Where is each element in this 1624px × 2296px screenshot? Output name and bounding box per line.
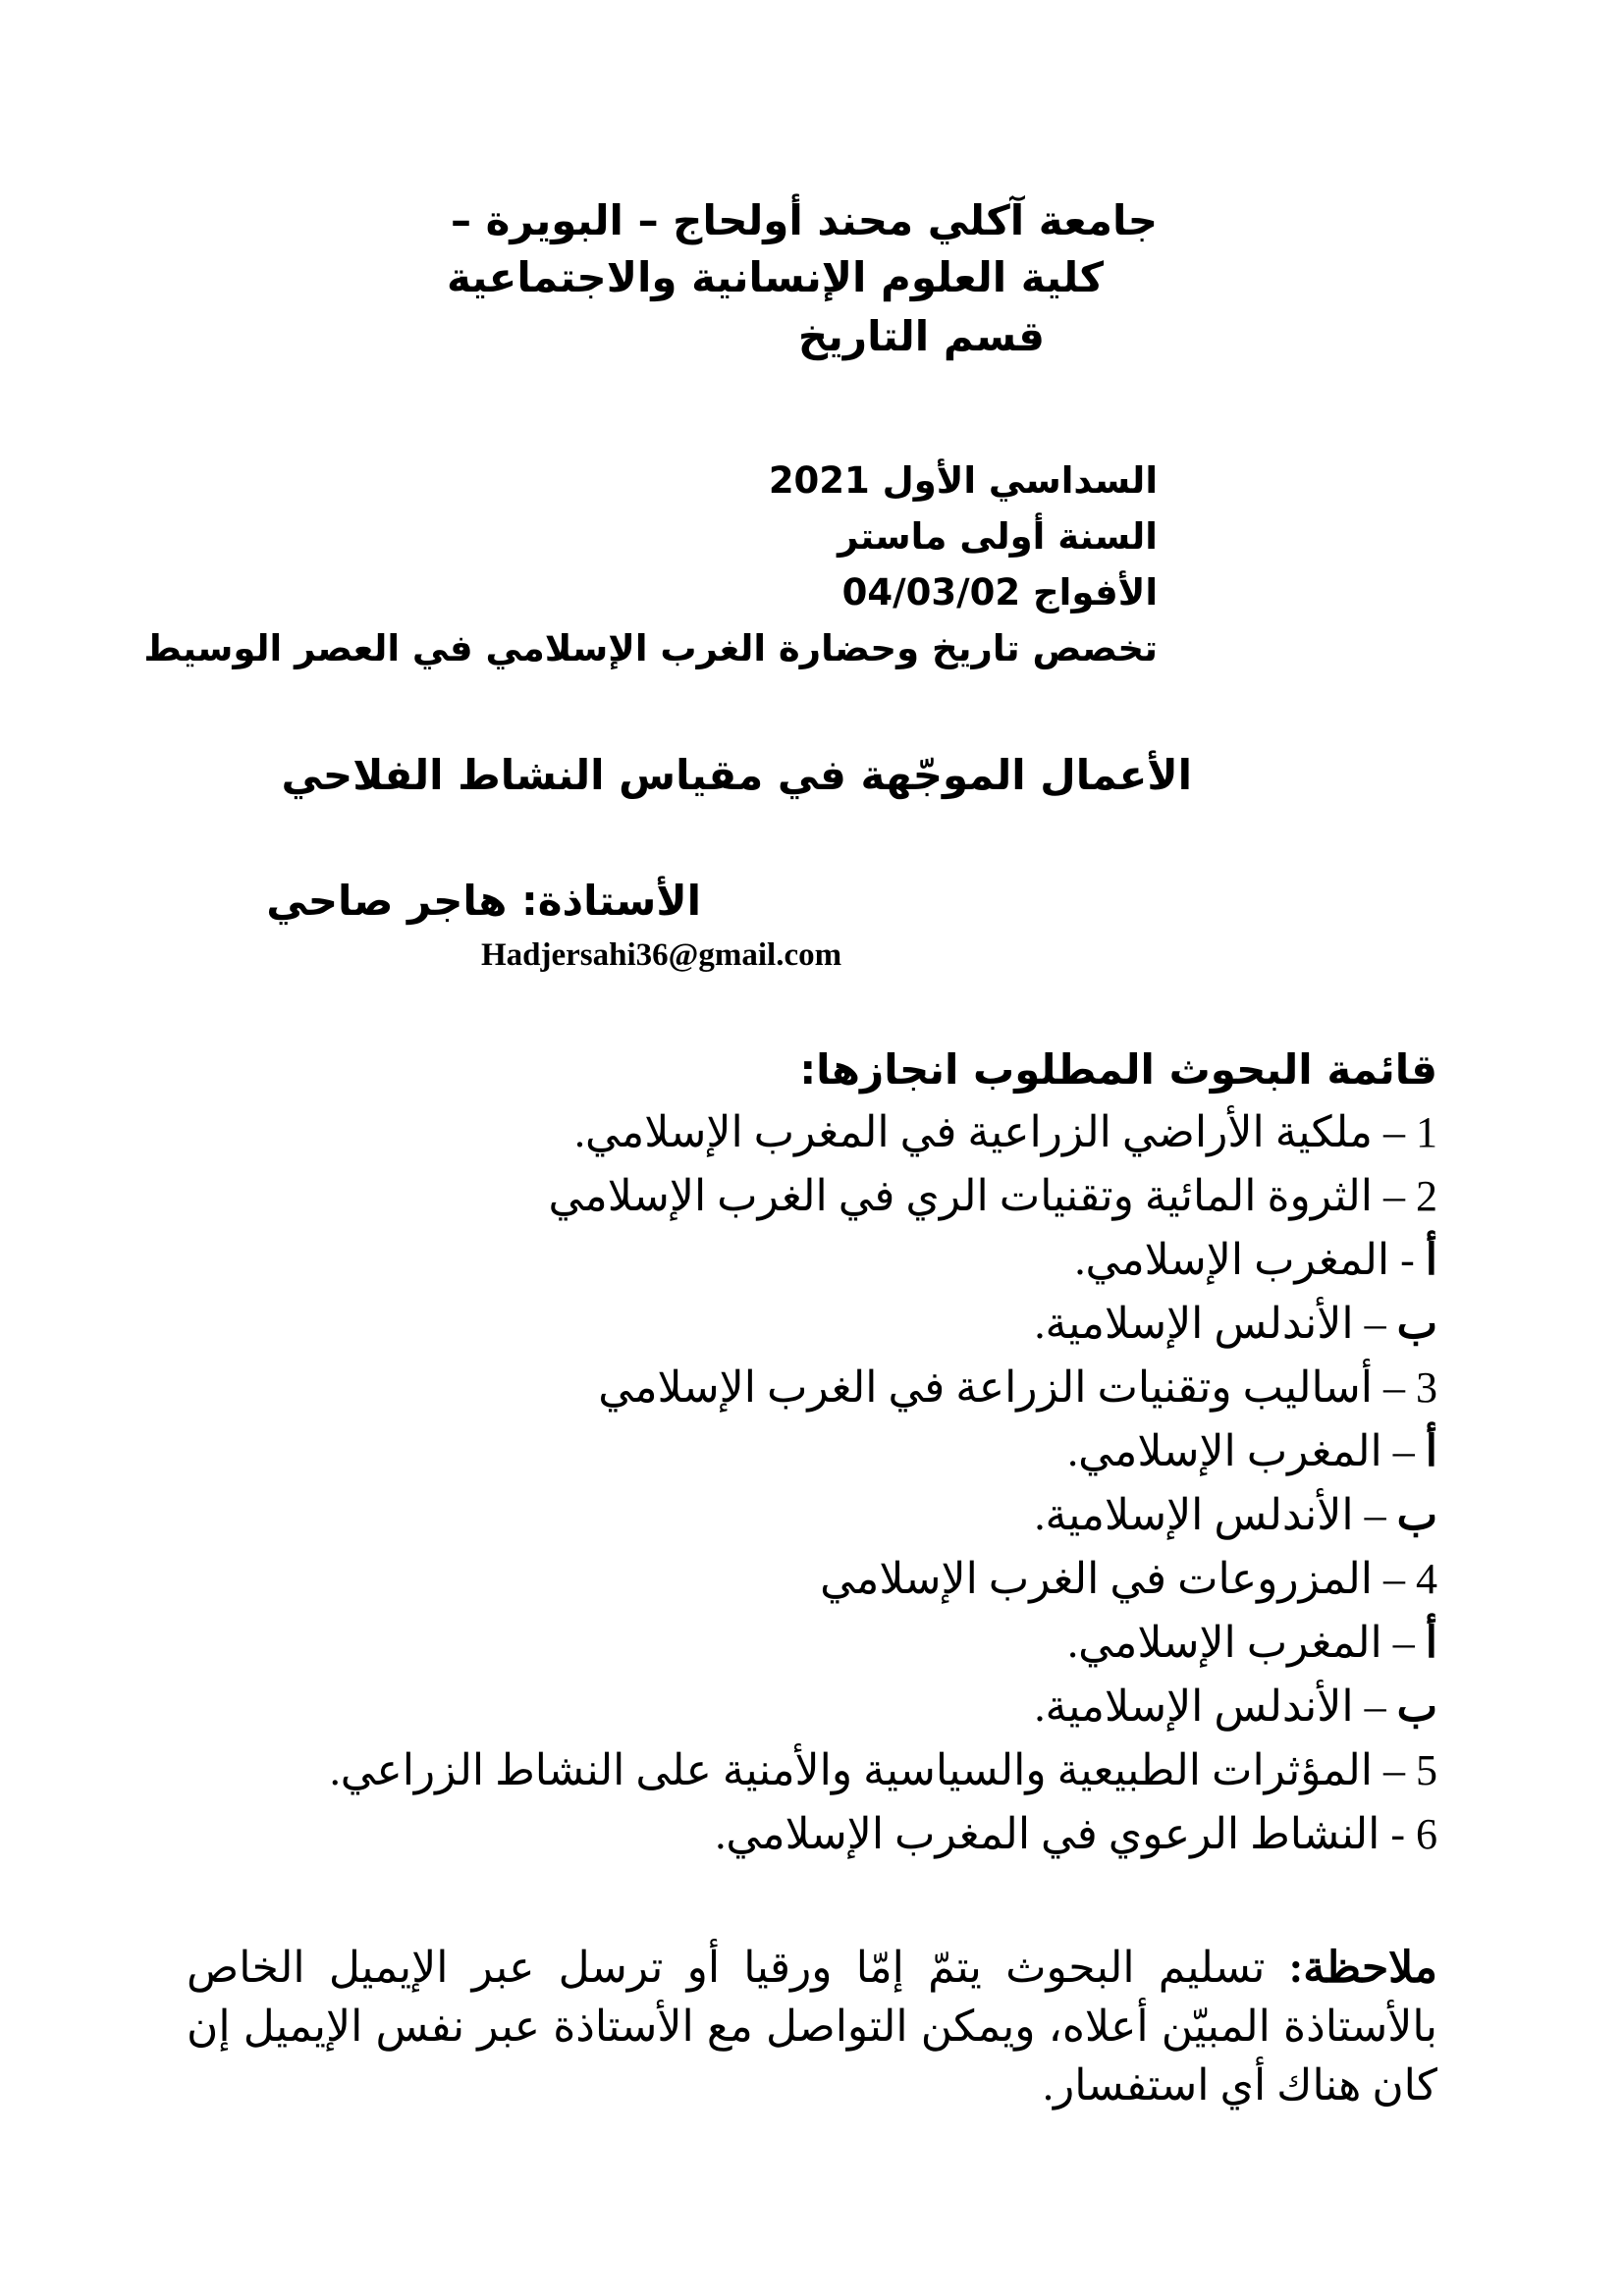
list-item: 5 – المؤثرات الطبيعية والسياسية والأمنية على النشاط الزراعي.: [329, 1746, 1437, 1794]
list-item: 2 – الثروة المائية وتقنيات الري في الغرب الإسلامي: [548, 1172, 1437, 1220]
professor-line: [266, 877, 701, 925]
list-item: 6 - النشاط الرعوي في المغرب الإسلامي.: [715, 1810, 1437, 1858]
professor-name: هاجر صاحي: [266, 877, 508, 925]
note-paragraph: [187, 1939, 1437, 2115]
list-item: ب – الأندلس الإسلامية.: [1034, 1300, 1437, 1348]
list-item: 4 – المزروعات في الغرب الإسلامي: [820, 1555, 1437, 1603]
list-item: 1 – ملكية الأراضي الزراعية في المغرب الإسلامي.: [573, 1108, 1437, 1156]
list-item: ب – الأندلس الإسلامية.: [1034, 1682, 1437, 1731]
semester: السداسي الأول 2021: [768, 459, 1158, 502]
note-label: ملاحظة:: [1288, 1944, 1437, 1992]
list-item: ب – الأندلس الإسلامية.: [1034, 1491, 1437, 1539]
list-item: أ – المغرب الإسلامي.: [1067, 1427, 1437, 1475]
list-item: أ – المغرب الإسلامي.: [1067, 1619, 1437, 1667]
university-name: جامعة آكلي محند أولحاج – البويرة –: [450, 196, 1158, 244]
faculty-name: كلية العلوم الإنسانية والاجتماعية: [447, 253, 1104, 301]
course-title: الأعمال الموجّهة في مقياس النشاط الفلاحي: [281, 751, 1192, 799]
academic-year: السنة أولى ماستر: [838, 515, 1158, 558]
specialty: تخصص تاريخ وحضارة الغرب الإسلامي في العصر الوسيط: [143, 627, 1158, 669]
groups: الأفواج 04/03/02: [841, 571, 1158, 614]
professor-label: الأستاذة:: [520, 877, 701, 925]
department-name: قسم التاريخ: [797, 312, 1045, 360]
list-item: 3 – أساليب وتقنيات الزراعة في الغرب الإسلامي: [598, 1363, 1437, 1412]
list-title: قائمة البحوث المطلوب انجازها:: [799, 1045, 1437, 1094]
professor-email: Hadjersahi36@gmail.com: [481, 937, 842, 973]
list-item: أ - المغرب الإسلامي.: [1074, 1236, 1437, 1284]
note-text: تسليم البحوث يتمّ إمّا ورقيا أو ترسل عبر الإيميل الخاص بالأستاذة المبيّن أعلاه، ويمكن التواصل مع الأستاذة عبر نفس الإيميل إن كان هناك أي استفسار.: [187, 1944, 1437, 2109]
